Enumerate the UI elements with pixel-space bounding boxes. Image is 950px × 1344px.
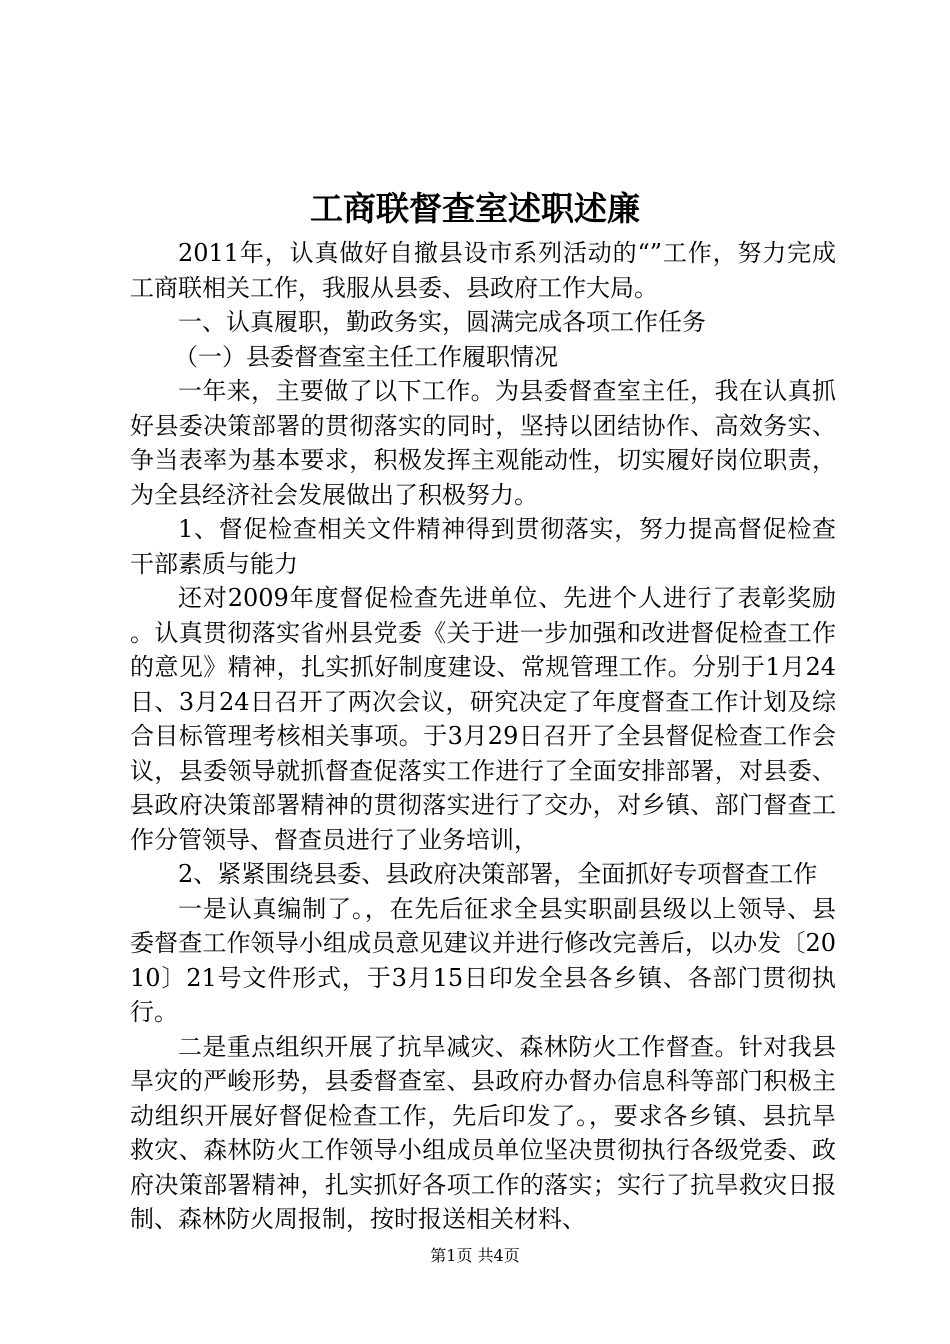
paragraph: 二是重点组织开展了抗旱减灾、森林防火工作督查。针对我县旱灾的严峻形势，县委督查室、县政府办督办信息科等部门积极主动组织开展好督促检查工作，先后印发了。，要求各乡镇、县抗旱救灾、森林防火工作领导小组成员单位坚决贯彻执行各级党委、政府决策部署精神，扎实抓好各项工作的落实；实行了抗旱救灾日报制、森林防火周报制，按时报送相关材料、 xyxy=(130,1032,836,1233)
paragraph: 一是认真编制了。，在先后征求全县实职副县级以上领导、县委督查工作领导小组成员意见建议并进行修改完善后，以办发〔2010〕21号文件形式，于3月15日印发全县各乡镇、各部门贯彻执行。 xyxy=(130,894,836,1026)
paragraph: 还对2009年度督促检查先进单位、先进个人进行了表彰奖励。认真贯彻落实省州县党委《关于进一步加强和改进督促检查工作的意见》精神，扎实抓好制度建设、常规管理工作。分别于1月24日、3月24日召开了两次会议，研究决定了年度督查工作计划及综合目标管理考核相关事项。于3月29日召开了全县督促检查工作会议，县委领导就抓督查促落实工作进行了全面安排部署，对县委、县政府决策部署精神的贯彻落实进行了交办，对乡镇、部门督查工作分管领导、督查员进行了业务培训， xyxy=(130,584,836,854)
document-title: 工商联督查室述职述廉 xyxy=(310,189,640,228)
document-body xyxy=(130,236,836,1237)
page-footer: 第1页 共4页 xyxy=(430,1246,520,1265)
subsection-heading: （一）县委督查室主任工作履职情况 xyxy=(174,342,558,371)
paragraph: 2011年，认真做好自撤县设市系列活动的“”工作，努力完成工商联相关工作，我服从县委、县政府工作大局。 xyxy=(130,239,836,302)
item-heading: 1、督促检查相关文件精神得到贯彻落实，努力提高督促检查干部素质与能力 xyxy=(130,515,836,578)
paragraph: 一年来，主要做了以下工作。为县委督查室主任，我在认真抓好县委决策部署的贯彻落实的同时，坚持以团结协作、高效务实、争当表率为基本要求，积极发挥主观能动性，切实履好岗位职责，为全县经济社会发展做出了积极努力。 xyxy=(130,377,836,509)
item-heading: 2、紧紧围绕县委、县政府决策部署，全面抓好专项督查工作 xyxy=(178,860,818,888)
section-heading: 一、认真履职，勤政务实，圆满完成各项工作任务 xyxy=(178,308,706,336)
